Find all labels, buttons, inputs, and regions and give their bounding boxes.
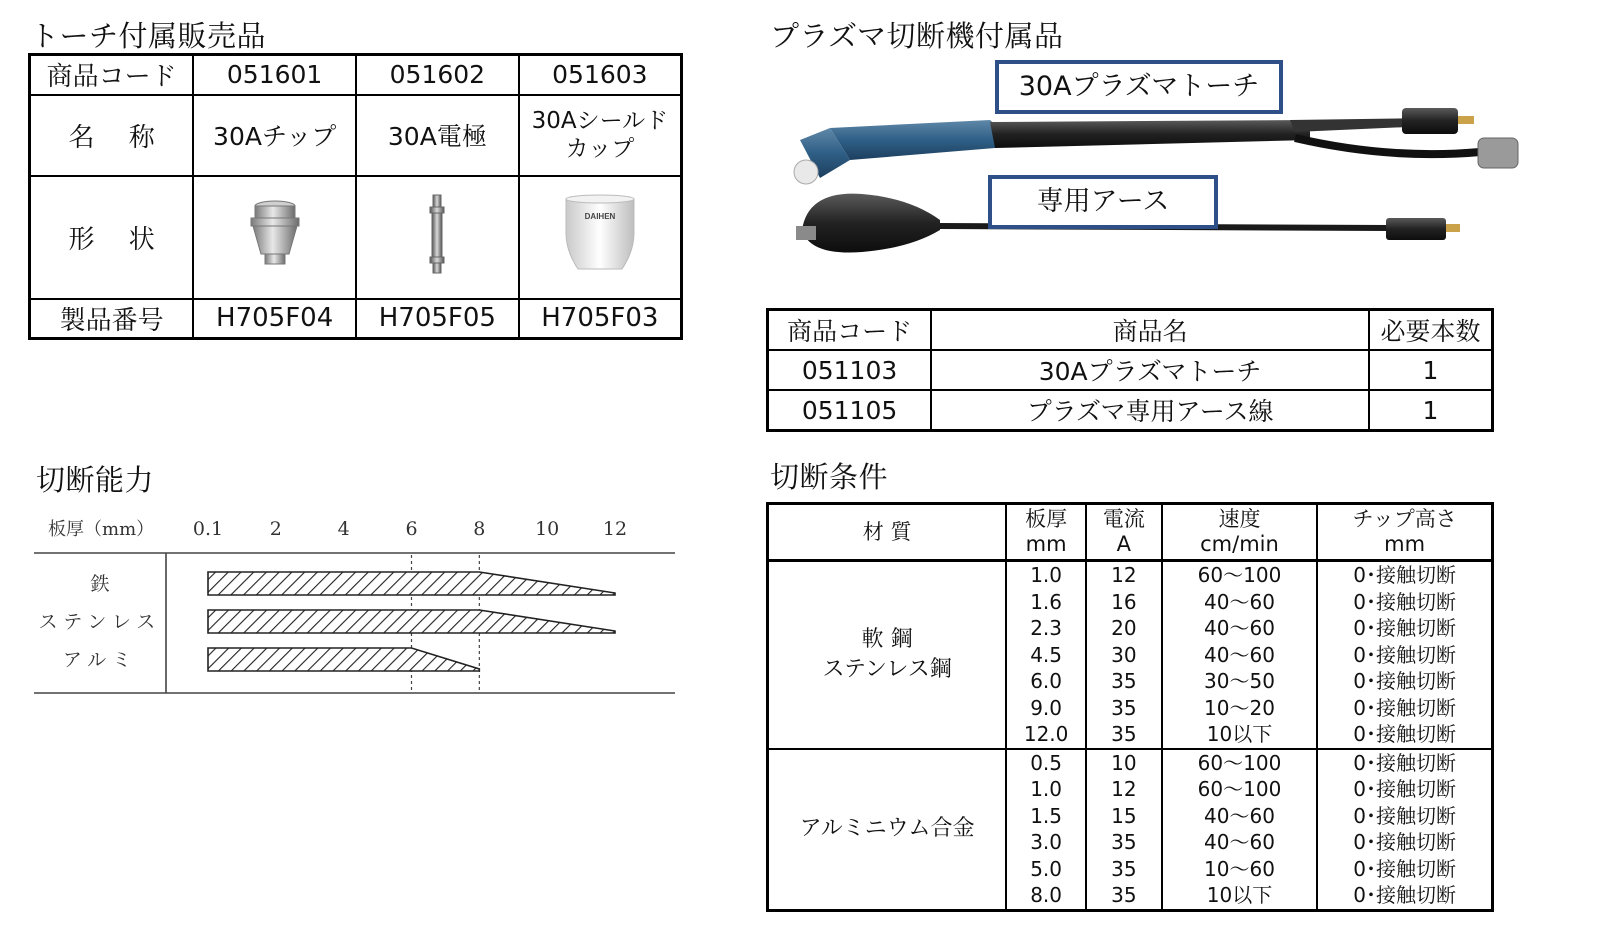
code-label: 商品コード <box>30 55 194 95</box>
shape-label: 形 状 <box>30 176 194 299</box>
shape-cell <box>519 176 682 299</box>
tip-cell: 0･接触切断 <box>1317 695 1492 722</box>
plasma-table <box>766 308 1494 432</box>
table-row <box>768 390 1493 431</box>
accessories-name-row <box>30 95 682 176</box>
tip-cell: 0･接触切断 <box>1317 721 1492 749</box>
tip-cell: 0･接触切断 <box>1317 829 1492 856</box>
code-cell: 051103 <box>768 350 932 390</box>
current-cell: 35 <box>1086 668 1162 695</box>
tip-cell: 0･接触切断 <box>1317 642 1492 669</box>
thickness-cell: 0.5 <box>1006 749 1086 777</box>
brand-logo: DAIHEN <box>584 212 616 221</box>
header-unit: cm/min <box>1200 532 1279 556</box>
header-line: チップ高さ <box>1352 507 1457 531</box>
callout-torch: 30Aプラズマトーチ <box>995 60 1283 114</box>
thickness-cell: 1.0 <box>1006 776 1086 803</box>
shield-cup-icon <box>560 193 640 275</box>
tip-cell: 0･接触切断 <box>1317 856 1492 883</box>
name-cell: 30Aプラズマトーチ <box>931 350 1369 390</box>
thickness-cell: 8.0 <box>1006 882 1086 910</box>
x-tick-label: 2 <box>269 518 282 540</box>
code-cell: 051601 <box>193 55 356 95</box>
header-line: 電流 <box>1102 507 1145 531</box>
accessories-code-row <box>30 55 682 95</box>
electrode-icon <box>422 193 452 275</box>
material-line: ステンレス鋼 <box>822 656 952 682</box>
thickness-cell: 1.0 <box>1006 561 1086 589</box>
accessories-table <box>28 53 683 340</box>
header-unit: mm <box>1025 532 1067 556</box>
speed-cell: 10～20 <box>1162 695 1318 722</box>
category-label: ステンレス <box>38 611 162 633</box>
thickness-cell: 12.0 <box>1006 721 1086 749</box>
name-cell: 30A電極 <box>356 95 519 176</box>
tip-cell: 0･接触切断 <box>1317 589 1492 616</box>
plasma-title: プラズマ切断機付属品 <box>770 19 1064 53</box>
capacity-chart <box>30 515 680 705</box>
category-label: アルミ <box>62 649 138 671</box>
header-current <box>1086 504 1162 561</box>
qty-cell: 1 <box>1369 350 1492 390</box>
tip-cell: 0･接触切断 <box>1317 776 1492 803</box>
name-label: 名 称 <box>30 95 194 176</box>
name-line: カップ <box>565 136 635 162</box>
code-cell: 051105 <box>768 390 932 431</box>
speed-cell: 40～60 <box>1162 829 1318 856</box>
x-tick-label: 10 <box>535 518 560 540</box>
tip-cell: 0･接触切断 <box>1317 561 1492 589</box>
x-tick-label: 6 <box>405 518 418 540</box>
part-cell: H705F05 <box>356 299 519 339</box>
header-line: 速度 <box>1218 507 1261 531</box>
capacity-bar <box>208 648 479 671</box>
speed-cell: 60～100 <box>1162 749 1318 777</box>
accessories-shape-row <box>30 176 682 299</box>
thickness-cell: 5.0 <box>1006 856 1086 883</box>
part-cell: H705F04 <box>193 299 356 339</box>
accessories-title: トーチ付属販売品 <box>30 19 267 53</box>
header-line: 板厚 <box>1025 507 1068 531</box>
name-cell: 30Aチップ <box>193 95 356 176</box>
header-code: 商品コード <box>768 310 932 351</box>
shape-cell <box>193 176 356 299</box>
tip-cell: 0･接触切断 <box>1317 803 1492 830</box>
capacity-bar <box>208 610 615 633</box>
header-qty: 必要本数 <box>1369 310 1492 351</box>
current-cell: 12 <box>1086 561 1162 589</box>
current-cell: 30 <box>1086 642 1162 669</box>
material-line: 軟 鋼 <box>861 626 913 652</box>
header-material: 材 質 <box>768 504 1007 561</box>
current-cell: 35 <box>1086 856 1162 883</box>
thickness-cell: 4.5 <box>1006 642 1086 669</box>
axis-label: 板厚（mm） <box>48 519 155 540</box>
tip-cell: 0･接触切断 <box>1317 668 1492 695</box>
current-cell: 15 <box>1086 803 1162 830</box>
thickness-cell: 1.5 <box>1006 803 1086 830</box>
conditions-header-row <box>768 504 1493 561</box>
thickness-cell: 6.0 <box>1006 668 1086 695</box>
name-line: 30Aシールド <box>531 108 669 134</box>
x-tick-label: 12 <box>602 518 628 540</box>
plasma-header-row <box>768 310 1493 351</box>
conditions-title: 切断条件 <box>770 460 889 494</box>
x-tick-label: 0.1 <box>192 518 224 540</box>
thickness-cell: 2.3 <box>1006 615 1086 642</box>
capacity-bar <box>208 572 615 595</box>
callout-earth: 専用アース <box>988 175 1218 229</box>
material-cell <box>768 749 1007 911</box>
header-speed <box>1162 504 1318 561</box>
speed-cell: 60～100 <box>1162 561 1318 589</box>
speed-cell: 10以下 <box>1162 721 1318 749</box>
thickness-cell: 9.0 <box>1006 695 1086 722</box>
current-cell: 35 <box>1086 695 1162 722</box>
table-row <box>768 561 1493 589</box>
part-label: 製品番号 <box>30 299 194 339</box>
current-cell: 12 <box>1086 776 1162 803</box>
current-cell: 16 <box>1086 589 1162 616</box>
speed-cell: 60～100 <box>1162 776 1318 803</box>
conditions-table <box>766 502 1494 912</box>
tip-cell: 0･接触切断 <box>1317 882 1492 910</box>
speed-cell: 40～60 <box>1162 803 1318 830</box>
part-cell: H705F03 <box>519 299 682 339</box>
qty-cell: 1 <box>1369 390 1492 431</box>
name-cell: プラズマ専用アース線 <box>931 390 1369 431</box>
header-tip-height <box>1317 504 1492 561</box>
thickness-cell: 3.0 <box>1006 829 1086 856</box>
current-cell: 20 <box>1086 615 1162 642</box>
x-tick-label: 4 <box>337 518 350 540</box>
speed-cell: 10～60 <box>1162 856 1318 883</box>
speed-cell: 40～60 <box>1162 589 1318 616</box>
category-label: 鉄 <box>90 573 110 595</box>
code-cell: 051603 <box>519 55 682 95</box>
speed-cell: 10以下 <box>1162 882 1318 910</box>
header-thickness <box>1006 504 1086 561</box>
speed-cell: 30～50 <box>1162 668 1318 695</box>
current-cell: 10 <box>1086 749 1162 777</box>
header-name: 商品名 <box>931 310 1369 351</box>
header-unit: mm <box>1384 532 1426 556</box>
material-cell <box>768 561 1007 749</box>
table-row <box>768 350 1493 390</box>
speed-cell: 40～60 <box>1162 615 1318 642</box>
accessories-part-row <box>30 299 682 339</box>
thickness-cell: 1.6 <box>1006 589 1086 616</box>
code-cell: 051602 <box>356 55 519 95</box>
current-cell: 35 <box>1086 721 1162 749</box>
header-unit: A <box>1116 532 1132 556</box>
capacity-title: 切断能力 <box>36 463 155 497</box>
current-cell: 35 <box>1086 829 1162 856</box>
material-line: アルミニウム合金 <box>799 816 975 841</box>
tip-cell: 0･接触切断 <box>1317 749 1492 777</box>
tip-icon <box>245 198 305 270</box>
tip-cell: 0･接触切断 <box>1317 615 1492 642</box>
name-cell <box>519 95 682 176</box>
current-cell: 35 <box>1086 882 1162 910</box>
table-row <box>768 749 1493 777</box>
shape-cell <box>356 176 519 299</box>
speed-cell: 40～60 <box>1162 642 1318 669</box>
x-tick-label: 8 <box>473 518 486 540</box>
